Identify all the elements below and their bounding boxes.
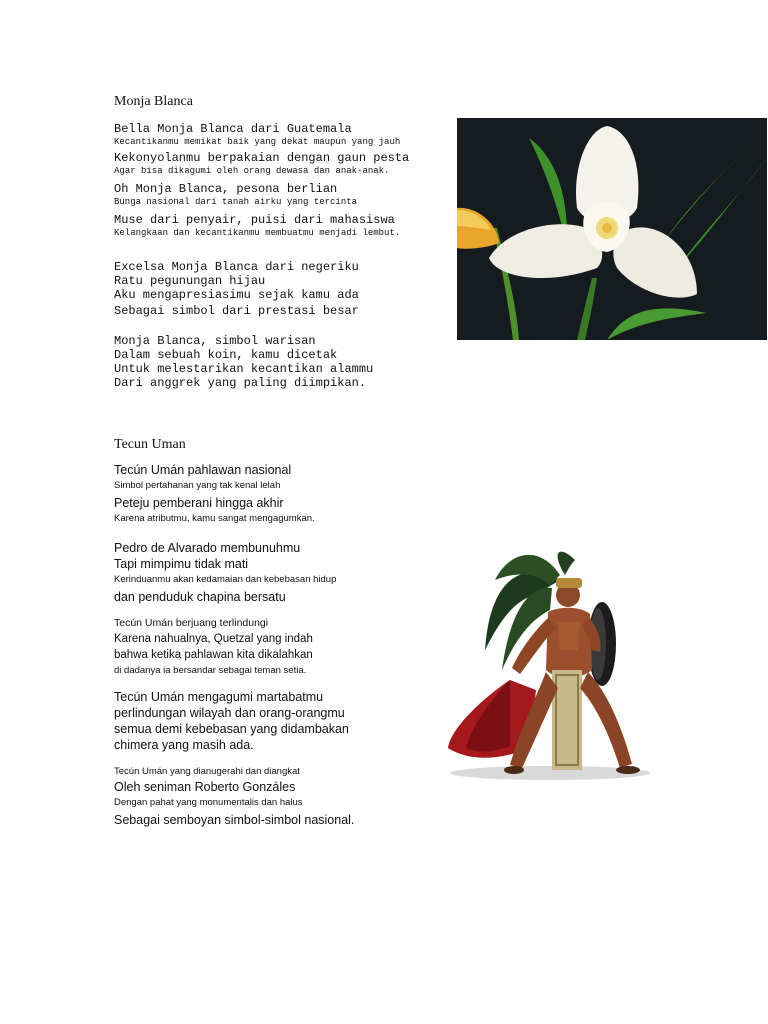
poem-line: Tecún Umán pahlawan nasional [114, 463, 292, 477]
poem-line: dan penduduk chapina bersatu [114, 590, 286, 604]
poem-line: Dalam sebuah koin, kamu dicetak [114, 348, 338, 362]
poem-line: Bunga nasional dari tanah airku yang tercinta [114, 197, 358, 207]
poem-title-monja-blanca: Monja Blanca [114, 94, 193, 109]
poem-line: Tapi mimpimu tidak mati [114, 557, 249, 571]
poem-line: Aku mengapresiasimu sejak kamu ada [114, 288, 359, 302]
poem-line: Karena nahualnya, Quetzal yang indah [114, 633, 313, 645]
orchid-photo [457, 118, 767, 340]
poem-line: Oleh seniman Roberto Gonzáles [114, 780, 296, 794]
poem-line: Dari anggrek yang paling diimpikan. [114, 376, 367, 390]
poem-line: Untuk melestarikan kecantikan alammu [114, 362, 374, 376]
poem-line: Simbol pertahanan yang tak kenal lelah [114, 480, 281, 491]
poem-line: di dadanya ia bersandar sebagai teman setia. [114, 665, 307, 676]
poem-line: Kerinduanmu akan kedamaian dan kebebasan hidup [114, 574, 337, 585]
poem-line: Kelangkaan dan kecantikanmu membuatmu menjadi lembut. [114, 228, 401, 238]
poem-line: Tecún Umán berjuang terlindungi [114, 617, 269, 629]
poem-title-tecun-uman: Tecun Uman [114, 437, 186, 452]
warrior-illustration [440, 540, 650, 790]
poem-line: Bella Monja Blanca dari Guatemala [114, 122, 352, 136]
poem-line: Peteju pemberani hingga akhir [114, 496, 284, 510]
poem-line: Sebagai semboyan simbol-simbol nasional. [114, 813, 355, 827]
poem-line: Oh Monja Blanca, pesona berlian [114, 182, 338, 196]
poem-line: Kekonyolanmu berpakaian dengan gaun pesta [114, 151, 410, 165]
poem-line: Tecún Umán yang dianugerahi dan diangkat [114, 766, 300, 777]
poem-line: perlindungan wilayah dan orang-orangmu [114, 706, 345, 720]
poem-line: Excelsa Monja Blanca dari negeriku [114, 260, 359, 274]
poem-line: chimera yang masih ada. [114, 738, 254, 752]
poem-line: Pedro de Alvarado membunuhmu [114, 541, 301, 555]
poem-line: Sebagai simbol dari prestasi besar [114, 304, 359, 318]
poem-line: Muse dari penyair, puisi dari mahasiswa [114, 213, 395, 227]
poem-line: Monja Blanca, simbol warisan [114, 334, 316, 348]
poem-line: Karena atributmu, kamu sangat mengagumkan. [114, 513, 315, 524]
poem-line: Ratu pegunungan hijau [114, 274, 266, 288]
poem-line: Kecantikanmu memikat baik yang dekat maupun yang jauh [114, 137, 401, 147]
poem-line: semua demi kebebasan yang didambakan [114, 722, 349, 736]
poem-monja-blanca [114, 122, 409, 390]
poem-tecun-uman [114, 462, 354, 828]
poem-line: bahwa ketika pahlawan kita dikalahkan [114, 649, 313, 661]
poem-line: Agar bisa dikagumi oleh orang dewasa dan anak-anak. [114, 166, 390, 176]
poem-line: Dengan pahat yang monumentalis dan halus [114, 797, 303, 808]
poem-line: Tecún Umán mengagumi martabatmu [114, 690, 324, 704]
